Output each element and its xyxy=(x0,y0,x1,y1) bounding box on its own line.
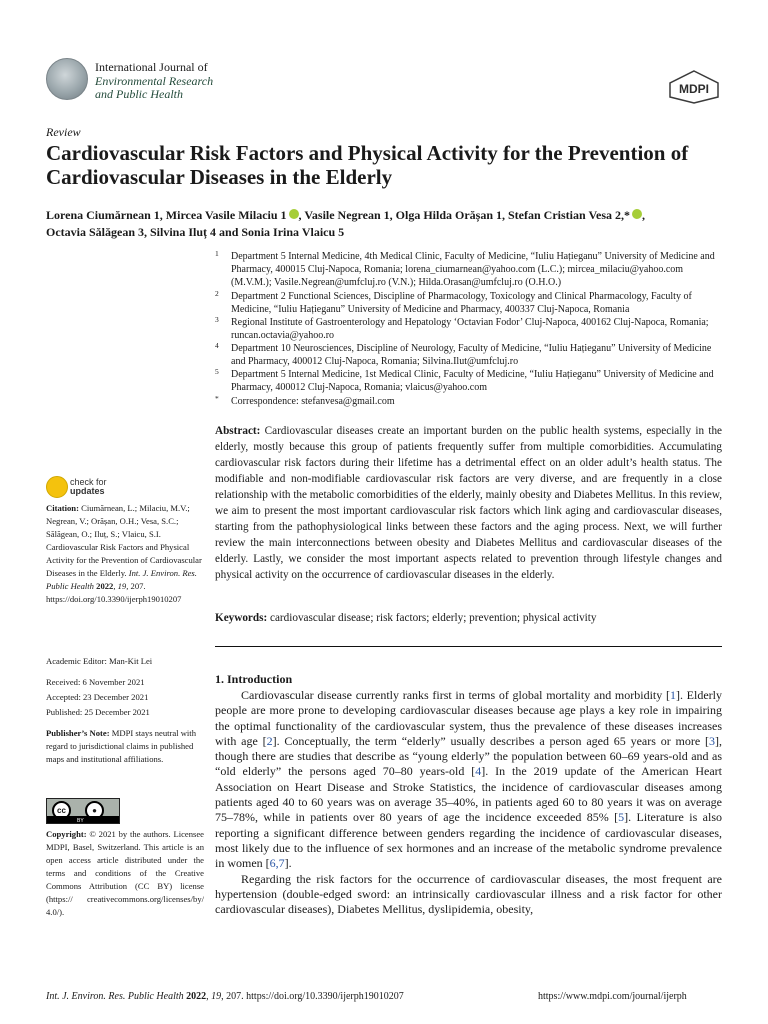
orcid-icon[interactable] xyxy=(632,209,642,219)
article-type: Review xyxy=(46,125,81,139)
citation-link[interactable]: 3 xyxy=(709,733,715,748)
citation-block: Citation: Ciumărnean, L.; Milaciu, M.V.; Negrean, V.; Orășan, O.H.; Vesa, S.C.; Sălăgean, O.; Iluț, S.; Vlaicu, S.I. Cardiovascular Risk Factors and Physical Activity for the Prevention of Cardiovascular Diseases in the Elderly. Int. J. Environ. Res. Public Health 2022, 19, 207. https://doi.org/10.3390/ijerph19010207 xyxy=(46,503,202,604)
keywords xyxy=(215,612,722,624)
cc-icon: cc xyxy=(52,801,71,820)
introduction-body xyxy=(215,688,722,917)
academic-editor: Academic Editor: Man-Kit Lei xyxy=(46,656,153,666)
affiliation-text: Department 5 Internal Medicine, 1st Medical Clinic, Faculty of Medicine, “Iuliu Hațieganu” University of Medicine and Pharmacy, 400012 Cluj-Napoca, Romania; vlaicus@yahoo.com xyxy=(231,369,714,393)
affiliation-text: Department 2 Functional Sciences, Discipline of Pharmacology, Toxicology and Clinical Pharmacology, Faculty of Medicine, “Iuliu Hațieganu” University of Medicine and Pharmacy, 400337 Cluj-Napoca, Romania xyxy=(231,291,692,315)
authors-part1: Lorena Ciumărnean 1, Mircea Vasile Milaciu 1 xyxy=(46,208,287,222)
by-label: BY xyxy=(77,818,84,824)
paragraph: Regarding the risk factors for the occurrence of cardiovascular diseases, the most frequent are hypertension (double-edged sword: an intrinsically cardiovascular illness and a risk factor for other cardiovascular diseases), Diabetes Mellitus, dyslipidemia, obesity, xyxy=(215,871,722,917)
authors-line2: Octavia Sălăgean 3, Silvina Iluț 4 and Sonia Irina Vlaicu 5 xyxy=(46,225,345,239)
citation-text: Ciumărnean, L.; Milaciu, M.V.; Negrean, V.; Orășan, O.H.; Vesa, S.C.; Sălăgean, O.; Iluț, S.; Vlaicu, S.I. Cardiovascular Risk Factors and Physical Activity for the Prevention of Cardiovascular Diseases in the Elderly. xyxy=(46,503,202,578)
affiliation-3 xyxy=(215,316,725,342)
affiliation-number: 1 xyxy=(215,249,219,258)
affiliation-text: Department 10 Neurosciences, Discipline of Neurology, Faculty of Medicine, “Iuliu Hațieganu” University of Medicine and Pharmacy, 400012 Cluj-Napoca, Romania; Silvina.Ilut@umfcluj.ro xyxy=(231,343,712,367)
publisher-note-label: Publisher’s Note: xyxy=(46,728,110,738)
footer-citation: Int. J. Environ. Res. Public Health 2022, 19, 207. https://doi.org/10.3390/ijerph19010207 xyxy=(46,991,404,1002)
accepted-date: Accepted: 23 December 2021 xyxy=(46,692,149,702)
text-run: ]. Elderly people are more prone to developing cardiovascular diseases because age plays a key role in impairing the optimal functionality of the cardiovascular system, thus the prevalence of these diseases increases with age [ xyxy=(215,688,722,748)
journal-name-line1: International Journal of xyxy=(95,60,208,74)
citation-link[interactable]: 6,7 xyxy=(269,856,285,871)
orcid-icon[interactable] xyxy=(289,209,299,219)
paragraph xyxy=(215,688,722,872)
check-updates-icon[interactable] xyxy=(46,476,68,498)
authors-part2: , Vasile Negrean 1, Olga Hilda Orășan 1, Stefan Cristian Vesa 2,* xyxy=(298,208,631,222)
correspondence-text: Correspondence: stefanvesa@gmail.com xyxy=(231,396,395,407)
svg-text:MDPI: MDPI xyxy=(679,82,709,96)
affiliation-number: 4 xyxy=(215,341,219,350)
citation-volume: 19 xyxy=(117,581,127,591)
check-updates-label-bold[interactable]: updates xyxy=(70,486,105,496)
abstract-label: Abstract: xyxy=(215,425,261,437)
copyright-block xyxy=(46,828,204,919)
citation-journal: Int. J. Environ. Res. Public Health xyxy=(46,568,197,591)
attribution-icon: ● xyxy=(85,801,104,820)
footer-doi[interactable]: , 207. https://doi.org/10.3390/ijerph19010207 xyxy=(221,991,404,1002)
text-run: Cardiovascular disease currently ranks first in terms of global mortality and morbidity [ xyxy=(241,688,670,702)
section-divider xyxy=(215,646,722,647)
publisher-note xyxy=(46,727,204,766)
publisher-note-text: MDPI stays neutral with regard to jurisdictional claims in published maps and institutional affiliations. xyxy=(46,728,196,764)
keywords-text: cardiovascular disease; risk factors; elderly; prevention; physical activity xyxy=(270,612,597,624)
abstract-text: Cardiovascular diseases create an important burden on the public health systems, especially in the elderly, mostly because this group of patients frequently suffer from multiple comorbidities. Accumulating cardiovascular risk factors during their lifetime has a detrimental effect on an older adult’s health status. The modifiable and non-modifiable cardiovascular risk factors are very diverse, and are frequently in a close relationship with the metabolic comorbidities of the elderly, mainly obesity and Diabetes Mellitus. In this review, we aim to present the most important cardiovascular risk factors which link aging and cardiovascular diseases, starting from the pathophysiological links between these factors and the aging process. Next, we will further review the main interconnections between obesity and Diabetes Mellitus and cardiovascular diseases of the elderly. Lastly, we consider the most important aspects related to prevention through lifestyle changes and physical activity on the occurrence of cardiovascular diseases in the elderly. xyxy=(215,425,723,581)
affiliation-1 xyxy=(215,250,725,289)
journal-name-line3: and Public Health xyxy=(95,87,183,101)
affiliation-4 xyxy=(215,342,725,368)
check-updates-label[interactable]: check for xyxy=(70,477,107,487)
cc-by-license-icon[interactable] xyxy=(46,798,120,824)
published-date: Published: 25 December 2021 xyxy=(46,707,150,717)
text-run: ], though there are studies that describe as “young elderly” the population between 60–69 years-old and as “old elderly” the persons aged 70–80 years-old [ xyxy=(215,733,722,779)
footer-volume: 19 xyxy=(211,991,222,1002)
affiliation-2 xyxy=(215,290,725,316)
affiliation-number: 3 xyxy=(215,315,219,324)
copyright-label: Copyright: xyxy=(46,829,87,839)
text-run: ]. In the 2019 update of the American Heart Association on Heart Disease and Stroke Statistics, the incidence of cardiovascular diseases among patients aged 40 to 60 years was on average 35–40%, in patients aged 60 to 80 years it was on average 75–78%, while in patients over 80 years of age the incidence exceeded 85% [ xyxy=(215,764,723,825)
affiliation-number: 5 xyxy=(215,367,219,376)
abstract xyxy=(215,423,722,583)
affiliation-5 xyxy=(215,368,725,394)
author-list xyxy=(46,207,736,241)
affiliation-number: 2 xyxy=(215,289,219,298)
footer-year: 2022 xyxy=(186,991,207,1002)
citation-label: Citation: xyxy=(46,503,79,513)
citation-link[interactable]: 2 xyxy=(266,733,273,748)
affiliation-number: * xyxy=(215,394,219,403)
article-title: Cardiovascular Risk Factors and Physical Activity for the Prevention of Cardiovascular Diseases in the Elderly xyxy=(46,141,689,189)
footer-journal: Int. J. Environ. Res. Public Health xyxy=(46,991,184,1002)
citation-link[interactable]: 5 xyxy=(618,810,625,825)
citation-doi[interactable]: , 207. https://doi.org/10.3390/ijerph19010207 xyxy=(46,581,182,604)
copyright-text: © 2021 by the authors. Licensee MDPI, Basel, Switzerland. This article is an open access article distributed under the terms and conditions of the Creative Commons Attribution (CC BY) license (https:// creativecommons.org/licenses/by/ 4.0/). xyxy=(46,829,204,917)
affiliation-text: Department 5 Internal Medicine, 4th Medical Clinic, Faculty of Medicine, “Iuliu Hațieganu” University of Medicine and Pharmacy, 400015 Cluj-Napoca, Romania; lorena_ciumarnean@yahoo.com (L.C.); mircea_milaciu@yahoo.com (M.V.M.); Vasile.Negrean@umfcluj.ro (V.N.); Hilda.Orasan@umfcluj.ro (O.H.O.) xyxy=(231,251,715,288)
citation-link[interactable]: 1 xyxy=(669,688,676,702)
text-run: ]. Conceptually, the term “elderly” usually describes a person aged 65 years or more [ xyxy=(272,733,709,748)
text-run: ]. xyxy=(284,856,292,871)
journal-name-line2: Environmental Research xyxy=(95,74,214,88)
text-run: ]. Literature is also reporting a significant difference between genders regarding the incidence of cardiovascular diseases, most likely due to the influence of sex hormones and an increase of the metabolic syndrome prevalence in women [ xyxy=(215,810,722,871)
section-heading: 1. Introduction xyxy=(215,672,293,686)
footer-journal-url[interactable]: https://www.mdpi.com/journal/ijerph xyxy=(538,991,687,1002)
citation-link[interactable]: 4 xyxy=(475,764,482,779)
journal-logo xyxy=(46,58,88,100)
authors-part3: , xyxy=(642,208,646,222)
received-date: Received: 6 November 2021 xyxy=(46,677,145,687)
mdpi-logo xyxy=(668,70,720,104)
affiliation-text: Regional Institute of Gastroenterology and Hepatology ‘Octavian Fodor’ Cluj-Napoca, 400162 Cluj-Napoca, Romania; runcan.octavia@yahoo.ro xyxy=(231,317,709,341)
citation-year: 2022 xyxy=(96,581,114,591)
keywords-label: Keywords: xyxy=(215,612,268,624)
correspondence xyxy=(215,395,725,408)
